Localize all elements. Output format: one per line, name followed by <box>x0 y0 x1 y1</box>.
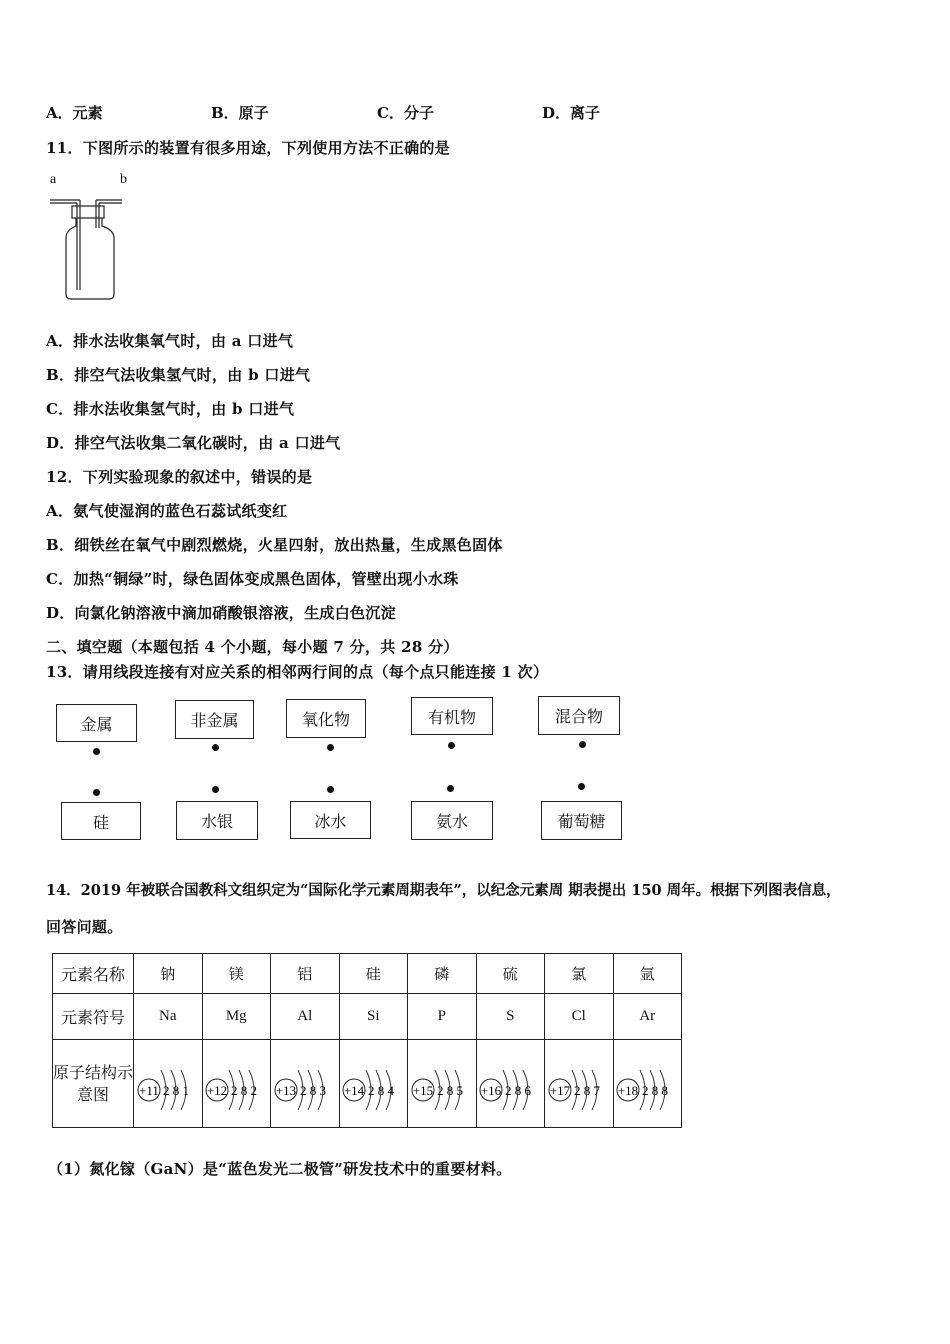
atom-svg <box>272 1044 338 1124</box>
label-b: b <box>120 172 127 187</box>
atom-svg <box>477 1044 543 1124</box>
nucleus-charge: +14 <box>344 1082 365 1098</box>
q13-top-box: 有机物 <box>411 697 493 735</box>
q13-bottom-dot[interactable] <box>212 786 219 793</box>
element-name: 氯 <box>545 954 614 994</box>
q10-option-a: A．元素 <box>46 104 103 122</box>
atom-diagram <box>477 1044 543 1124</box>
element-symbol: S <box>476 994 545 1040</box>
electron-counts: 2 8 3 <box>299 1082 326 1098</box>
electron-counts: 2 8 4 <box>368 1082 395 1098</box>
atom-svg <box>409 1044 475 1124</box>
q13-top-dot[interactable] <box>212 744 219 751</box>
q13-bottom-dot[interactable] <box>578 783 585 790</box>
q13-bottom-box: 氨水 <box>411 801 493 840</box>
q13-bottom-dot[interactable] <box>447 785 454 792</box>
nucleus-charge: +11 <box>138 1082 159 1098</box>
q10-option-b: B．原子 <box>211 104 269 122</box>
electron-counts: 2 8 6 <box>505 1082 532 1098</box>
q12-option-c: C．加热“铜绿”时，绿色固体变成黑色固体，管壁出现小水珠 <box>46 570 459 588</box>
nucleus-charge: +12 <box>207 1082 228 1098</box>
atom-diagram <box>546 1044 612 1124</box>
atom-cell <box>408 1040 477 1128</box>
q12-option-b: B．细铁丝在氧气中剧烈燃烧，火星四射，放出热量，生成黑色固体 <box>46 536 503 554</box>
nucleus-charge: +17 <box>549 1082 570 1098</box>
row-header-symbol: 元素符号 <box>53 994 134 1040</box>
atom-cell <box>545 1040 614 1128</box>
electron-counts: 2 8 8 <box>642 1082 669 1098</box>
electron-counts: 2 8 5 <box>436 1082 463 1098</box>
q13-top-box: 混合物 <box>538 696 620 735</box>
element-name: 钠 <box>134 954 203 994</box>
q14-stem-line1: 14．2019 年被联合国教科文组织定为“国际化学元素周期表年”，以纪念元素周 期表提出 150 周年。根据下列图表信息， <box>46 882 841 899</box>
element-name: 磷 <box>408 954 477 994</box>
atom-svg <box>546 1044 612 1124</box>
element-symbol: Na <box>134 994 203 1040</box>
row-header-name: 元素名称 <box>53 954 134 994</box>
atom-diagram <box>203 1044 269 1124</box>
q12-stem: 12．下列实验现象的叙述中，错误的是 <box>46 468 313 486</box>
atom-cell <box>339 1040 408 1128</box>
atom-diagram <box>272 1044 338 1124</box>
electron-counts: 2 8 1 <box>162 1082 189 1098</box>
atom-diagram <box>135 1044 201 1124</box>
q13-top-box: 金属 <box>56 704 137 742</box>
q14-sub1: （1）氮化镓（GaN）是“蓝色发光二极管”研发技术中的重要材料。 <box>48 1160 512 1178</box>
atom-diagram <box>340 1044 406 1124</box>
element-name: 铝 <box>271 954 340 994</box>
element-name: 氩 <box>613 954 682 994</box>
q13-top-box: 氧化物 <box>286 699 366 738</box>
q13-top-dot[interactable] <box>327 744 334 751</box>
element-symbol: Si <box>339 994 408 1040</box>
q13-bottom-box: 硅 <box>61 802 141 840</box>
element-name: 硫 <box>476 954 545 994</box>
atom-svg <box>135 1044 201 1124</box>
q11-option-b: B．排空气法收集氢气时，由 b 口进气 <box>46 366 311 384</box>
label-a: a <box>50 172 57 187</box>
q11-stem: 11．下图所示的装置有很多用途，下列使用方法不正确的是 <box>46 139 450 157</box>
q12-option-d: D．向氯化钠溶液中滴加硝酸银溶液，生成白色沉淀 <box>46 604 396 622</box>
q13-top-box: 非金属 <box>175 700 254 739</box>
nucleus-charge: +16 <box>481 1082 502 1098</box>
atom-diagram <box>409 1044 475 1124</box>
element-symbol: Mg <box>202 994 271 1040</box>
atom-svg <box>340 1044 406 1124</box>
nucleus-charge: +15 <box>412 1082 433 1098</box>
gas-bottle-figure <box>46 170 136 305</box>
atom-cell <box>202 1040 271 1128</box>
q13-bottom-box: 水银 <box>176 801 258 840</box>
atom-cell <box>613 1040 682 1128</box>
element-symbol: P <box>408 994 477 1040</box>
q14-stem-line2: 回答问题。 <box>46 918 123 936</box>
section-heading: 二、填空题（本题包括 4 个小题，每小题 7 分，共 28 分） <box>46 638 459 656</box>
atom-svg <box>614 1044 680 1124</box>
atom-cell <box>476 1040 545 1128</box>
atom-diagram <box>614 1044 680 1124</box>
q11-option-c: C．排水法收集氢气时，由 b 口进气 <box>46 400 295 418</box>
nucleus-charge: +18 <box>618 1082 639 1098</box>
q13-top-dot[interactable] <box>93 748 100 755</box>
element-name: 硅 <box>339 954 408 994</box>
element-symbol: Ar <box>613 994 682 1040</box>
q10-option-d: D．离子 <box>542 104 601 122</box>
bottle-icon <box>46 170 136 305</box>
q13-top-dot[interactable] <box>579 741 586 748</box>
nucleus-charge: +13 <box>275 1082 296 1098</box>
element-name: 镁 <box>202 954 271 994</box>
q11-option-d: D．排空气法收集二氧化碳时，由 a 口进气 <box>46 434 341 452</box>
q11-option-a: A．排水法收集氧气时，由 a 口进气 <box>46 332 294 350</box>
q13-stem: 13．请用线段连接有对应关系的相邻两行间的点（每个点只能连接 1 次） <box>46 663 549 681</box>
element-symbol: Al <box>271 994 340 1040</box>
row-header-structure: 原子结构示意图 <box>53 1040 134 1128</box>
q12-option-a: A．氨气使湿润的蓝色石蕊试纸变红 <box>46 502 288 520</box>
atom-cell <box>271 1040 340 1128</box>
electron-counts: 2 8 2 <box>231 1082 258 1098</box>
electron-counts: 2 8 7 <box>573 1082 600 1098</box>
q13-bottom-dot[interactable] <box>327 786 334 793</box>
q13-bottom-dot[interactable] <box>93 789 100 796</box>
periodic-table <box>52 953 682 1128</box>
q13-bottom-box: 冰水 <box>290 801 371 839</box>
q13-bottom-box: 葡萄糖 <box>541 801 622 840</box>
q10-option-c: C．分子 <box>377 104 434 122</box>
element-symbol: Cl <box>545 994 614 1040</box>
q13-top-dot[interactable] <box>448 742 455 749</box>
atom-svg <box>203 1044 269 1124</box>
atom-cell <box>134 1040 203 1128</box>
